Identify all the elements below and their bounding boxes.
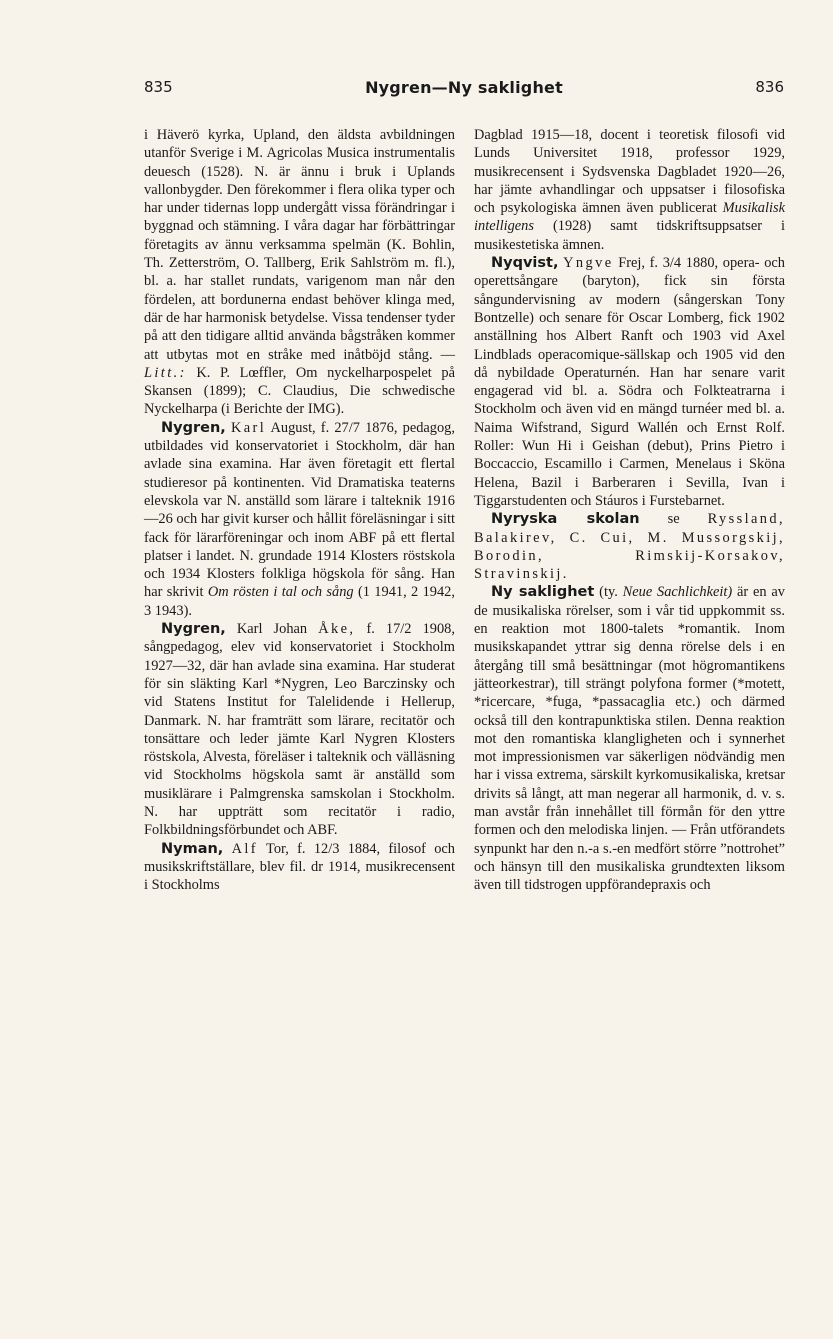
entry-headword: Nygren, (161, 621, 226, 638)
see-reference: se (667, 511, 680, 528)
entry-given-name: Karl (230, 419, 267, 436)
book-title: Musikalisk intelligens (474, 200, 785, 235)
entry-nyryska-skolan (474, 510, 785, 583)
entry-text: f. 17/2 1908, sångpedagog, elev vid konservatoriet i Stockholm 1927—32, där han avlade sina examina. Har studerat för sin släkting Karl *Nygren, Leo Barczinsky och vid Statens Institut for Talelidende i Hellerup, Danmark. N. har framträtt som lärare, recitatör och tonsättare och leder jämte Karl Nygren Klosters röstskola, Alvesta, föreläser i talteknik och välläsning vid Stockholms högskola samt är anställd som musiklärare i Palmgrenska samskolan i Stockholm. N. har uppträtt som recitatör i radio, Folkbildningsförbundet och ABF. (144, 621, 455, 839)
entry-text: (1 1941, 2 1942, 3 1943). (144, 584, 455, 619)
left-column (144, 126, 455, 894)
entry-text: Tor, f. 12/3 1884, filosof och musikskriftställare, blev fil. dr 1914, musikrecensent i Stockholms (144, 840, 456, 894)
entry-text: Frej, f. 3/4 1880, opera- och operettsångare (baryton), fick sin första sångundervisning av modern (sångerskan Tony Bontzelle) och senare för Oscar Lomberg, fick 1902 anställning hos Albert Ranft och 1903 vid Axel Lindblads operacomique-sällskap och 1905 vid den då nybildade Operaturnén. Han har senare varit engagerad vid bl. a. Södra och Folkteatrarna i Stockholm och även vid en mängd turnéer med bl. a. Naima Wifstrand, Sigurd Wallén och Ernst Rolf. Roller: Wun Hi i Geishan (debut), Prins Pietro i Boccaccio, Escamillo i Carmen, Menelaus i Sköna Helena, Bazil i Barberaren i Sevilla, Ivan i Tiggarstudenten och Stáuros i Furstebarnet. (474, 255, 785, 509)
entry-nygren-karl-august (144, 419, 455, 620)
entry-headword: Nygren, (161, 419, 226, 436)
right-page-number: 836 (755, 78, 784, 96)
entry-headword: Nyqvist, (491, 255, 559, 272)
left-page-number: 835 (144, 78, 173, 96)
book-title: Om rösten i tal och sång (207, 584, 354, 601)
entry-text: Dagblad 1915—18, docent i teoretisk filosofi vid Lunds Universitet 1918, professor 1929, musikrecensent i Sydsvenska Dagbladet 1920—26, har jämte avhandlingar och uppsatser i filosofiska och psykologiska ämnen även publicerat (474, 127, 785, 217)
entry-nygren-karl-johan-ake (144, 620, 455, 840)
continued-entry-nyckelharpa (144, 126, 455, 419)
literature-label: Litt.: (144, 364, 187, 381)
entry-ny-saklighet (474, 583, 785, 894)
continued-entry-nyman (474, 126, 785, 254)
page-header (144, 78, 784, 102)
entry-given-name: Yngve (563, 255, 614, 272)
entry-text: K. P. Lœffler, Om nyckelharpospelet på Skansen (1899); C. Claudius, Die schwedische Nyckelharpa (i Berichte der IMG). (144, 364, 455, 418)
entry-text: (1928) samt tidskriftsuppsatser i musikestetiska ämnen. (474, 218, 785, 253)
right-column (474, 126, 785, 894)
german-term: Neue Sachlichkeit) (622, 584, 733, 601)
running-title: Nygren—Ny saklighet (365, 78, 563, 97)
entry-text: är en av de musikaliska rörelser, som i vår tid uppkommit ss. en reaktion mot 1800-talets *romantik. Inom musikskapandet yttrar sig denna rörelse dels i en återgång till små besättningar (mot högromantikens jätteorkestrar), till strängt polyfona former (*motett, *ricercare, *fuga, *passacaglia etc.) och därmed också till den kontrapunktiska stilen. Denna reaktion mot den romantiska klangligheten och i synnerhet mot impressionismen var säkerligen nödvändig men har i vissa extrema, särskilt kyrkomusikaliska, kretsar drivits så långt, att man negerar all harmonik, d. v. s. man avstår från innehållet till förmån för den yttre formen och den melodiska linjen. — Från utförandets synpunkt har den n.-a s.-en medfört större ”nottrohet” och hänsyn till den musikaliska grundtexten liksom även till tidstrogen uppförandepraxis och (474, 584, 785, 894)
entry-headword: Ny saklighet (491, 584, 595, 601)
entry-text: (ty. (599, 584, 618, 601)
entry-text: August, f. 27/7 1876, pedagog, utbildades vid konservatoriet i Stockholm, där han avlade sina examina. Har även företagit ett flertal studieresor på kontinenten. Vid Dramatiska teaterns elevskola var N. anställd som lärare i talteknik 1916—26 och har givit kurser och hållit föreläsningar i sitt fack för lärarföreningar och inom ABF på ett flertal platser i landet. N. grundade 1914 Klosters röstskola och 1934 Klosters folkliga högskola för sång. Han har skrivit (144, 419, 455, 601)
entry-given-names: Karl Johan (236, 621, 308, 638)
entry-given-name: Alf (231, 840, 258, 857)
cross-references: Ryssland, Balakirev, C. Cui, M. Mussorgskij, Borodin, Rimskij-Korsakov, Stravinskij. (474, 511, 785, 583)
entry-nyqvist-yngve-frej (474, 254, 785, 510)
entry-headword: Nyryska skolan (491, 511, 640, 528)
entry-text: i Häverö kyrka, Upland, den äldsta avbildningen utanför Sverige i M. Agricolas Musica instrumentalis deuesch (1528). N. är ännu i bruk i Uplands vallonbygder. Den förekommer i flera olika typer och har under tidernas lopp undergått vissa förändringar i byggnad och stämning. I våra dagar har förbättringar företagits av ännu verksamma spelmän (K. Bohlin, Th. Zetterström, O. Tallberg, Erik Sahlström m. fl.), bl. a. har stallet rundats, varigenom man når den fördelen, att bordunerna endast behöver klinga med, där de har harmonisk betydelse. Vissa tendenser tyder på att den tidigare alltid använda bågstråken kommer att utbytas mot en stråke med inåtböjd stång. — (144, 127, 455, 363)
entry-given-name: Åke, (318, 621, 356, 638)
entry-headword: Nyman, (161, 840, 224, 857)
entry-nyman-alf-tor (144, 840, 455, 895)
